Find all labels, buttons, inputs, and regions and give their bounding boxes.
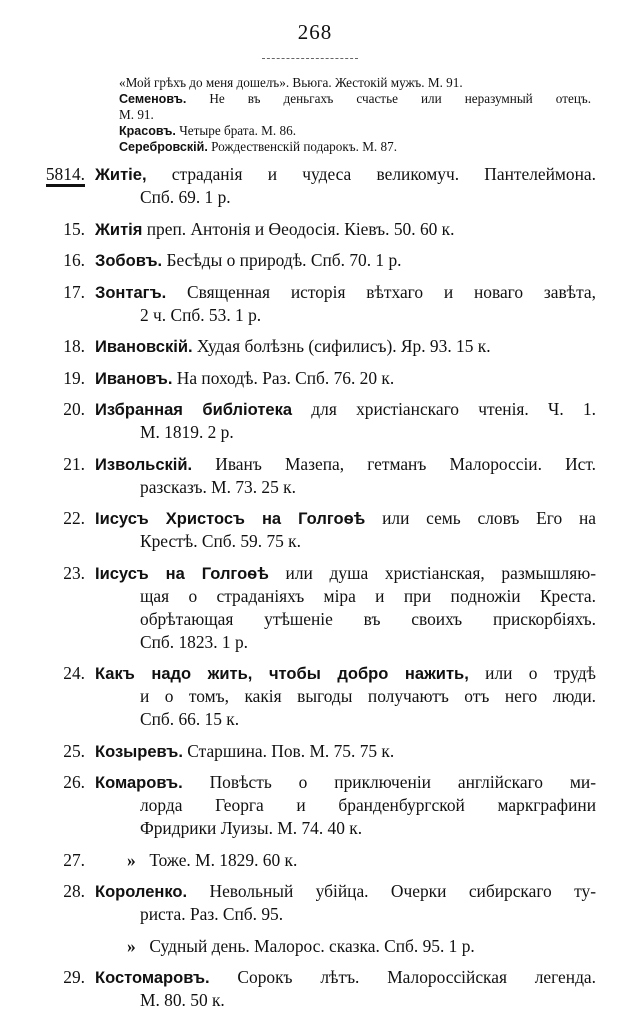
entry-description: На походѣ. Раз. Спб. 76. 20 к. [172, 367, 395, 388]
catalog-entry [20, 662, 596, 731]
catalog-entry [20, 163, 596, 209]
entry-title: Извольскій. [95, 454, 193, 474]
entry-number [20, 935, 95, 958]
entry-description: Бесѣды о природѣ. Спб. 70. 1 р. [162, 250, 402, 270]
entry-continuation-line: Крестѣ. Спб. 59. 75 к. [140, 531, 301, 551]
continuation-line [119, 123, 591, 139]
continuation-author: Красовъ. [119, 124, 176, 138]
continuation-text: Не въ деньгахъ счастье или неразумный отецъ. [186, 91, 591, 106]
entry-body [95, 218, 596, 241]
entry-line [95, 562, 596, 585]
entry-title: Житія [95, 219, 143, 239]
continuation-author: Серебровскій. [119, 140, 208, 154]
entry-continuation-line: обрѣтающая утѣшеніе въ своихъ прискорбіяхъ. [140, 608, 596, 629]
entry-body [95, 398, 596, 444]
entry-line [95, 281, 596, 304]
entry-title: Какъ надо жить, чтобы добро нажить, [95, 664, 469, 683]
entry-continuation-line: риста. Раз. Спб. 95. [140, 904, 284, 924]
continuation-line [119, 139, 591, 155]
entry-title: Короленко. [95, 882, 188, 901]
catalog-entry [20, 249, 596, 272]
entry-description: страданія и чудеса великомуч. Пантелеймона. [146, 164, 596, 184]
entry-number [20, 163, 95, 209]
entry-line [95, 335, 596, 358]
entry-number [20, 453, 95, 499]
entry-continuation-line: щая о страданіяхъ міра и при подножіи Креста. [140, 585, 596, 606]
entry-number-text: 29. [63, 967, 85, 987]
entry-description: для христіанскаго чтенія. Ч. 1. [292, 399, 596, 419]
entry-body [95, 880, 596, 926]
catalog-entry [20, 398, 596, 444]
entry-continuation-line: М. 1819. 2 р. [140, 422, 234, 442]
entry-number-text: 19. [63, 367, 85, 388]
entry-number-text: 23. [63, 562, 85, 583]
entry-line [95, 880, 596, 903]
entry-title: Комаровъ. [95, 773, 183, 792]
entry-description: Иванъ Мазепа, гетманъ Малороссіи. Ист. [192, 453, 596, 474]
entry-number-text: 20. [63, 399, 85, 419]
continuation-text: «Мой грѣхъ до меня дошелъ». Вьюга. Жестокій мужъ. М. 91. [119, 75, 463, 90]
entry-description: или душа христіанская, размышляю- [268, 562, 596, 583]
entry-continuation-line: и о томъ, какія выгоды получаютъ отъ него люди. [140, 686, 596, 706]
catalog-entry [20, 966, 596, 1012]
entry-description: Тоже. М. 1829. 60 к. [145, 849, 298, 870]
entry-continuation-line: 2 ч. Спб. 53. 1 р. [140, 304, 262, 325]
entry-continuation-line: Фридрики Луизы. М. 74. 40 к. [140, 818, 363, 838]
entry-continuation-line: Спб. 1823. 1 р. [140, 631, 249, 652]
entry-description: Священная исторія вѣтхаго и новаго завѣта, [166, 281, 596, 302]
entry-number [20, 740, 95, 763]
catalog-entry [20, 507, 596, 553]
entry-line [95, 935, 596, 958]
entry-title: Зобовъ. [95, 251, 163, 270]
entry-body [95, 771, 596, 840]
entry-number [20, 880, 95, 926]
entry-description: Судный день. Малорос. сказка. Спб. 95. 1 р. [145, 935, 475, 956]
continuation-block [119, 75, 591, 155]
entry-body [95, 335, 596, 358]
entry-continuation-line: Спб. 66. 15 к. [140, 709, 240, 729]
entry-body [95, 367, 596, 390]
page-number: 268 [297, 20, 333, 44]
catalog-entry [20, 218, 596, 241]
continuation-text: Четыре брата. М. 86. [175, 123, 296, 138]
entry-continuation-line: М. 80. 50 к. [140, 990, 225, 1010]
entry-line [95, 662, 596, 685]
continuation-line-cont: М. 91. [119, 107, 154, 122]
entry-line [95, 249, 596, 272]
entry-title: Зонтагъ. [95, 282, 167, 302]
entry-body [95, 662, 596, 731]
catalog-entry [20, 562, 596, 654]
entry-description: Старшина. Пов. М. 75. 75 к. [182, 740, 395, 761]
entry-number [20, 662, 95, 731]
catalog-entry [20, 935, 596, 958]
entry-number [20, 398, 95, 444]
entry-body [95, 163, 596, 209]
entry-title: Житіе, [95, 165, 147, 184]
entry-title: Костомаровъ. [95, 968, 210, 987]
entry-title: Іисусъ на Голгоѳѣ [95, 563, 269, 583]
catalog-entry [20, 335, 596, 358]
entry-line [95, 771, 596, 794]
entry-number-text: 18. [63, 336, 85, 356]
entry-number-text: 21. [63, 453, 85, 474]
entry-body [95, 935, 596, 958]
entry-description: Сорокъ лѣтъ. Малороссійская легенда. [209, 967, 596, 987]
entry-body [95, 281, 596, 327]
entry-number [20, 771, 95, 840]
entry-title: Іисусъ Христосъ на Голгоѳѣ [95, 509, 366, 528]
entry-number-text: 24. [63, 663, 85, 683]
entry-number [20, 562, 95, 654]
entry-body [95, 249, 596, 272]
catalog-entry [20, 453, 596, 499]
entry-line [95, 218, 596, 241]
entry-body [95, 562, 596, 654]
entry-number-text: 28. [63, 881, 85, 901]
entry-line [95, 398, 596, 421]
entry-title: Ивановъ. [95, 368, 173, 388]
entry-number [20, 507, 95, 553]
entry-title: Избранная библіотека [95, 400, 293, 419]
entry-line [95, 507, 596, 530]
entry-number [20, 281, 95, 327]
entry-body [95, 740, 596, 763]
catalog-entry [20, 771, 596, 840]
entry-continuation-line: Спб. 69. 1 р. [140, 187, 231, 207]
entry-title: Ивановскій. [95, 337, 193, 356]
continuation-line [119, 75, 591, 91]
entry-description: или семь словъ Его на [365, 508, 596, 528]
entry-line [95, 453, 596, 476]
entry-number [20, 966, 95, 1012]
ditto-mark: » [127, 849, 136, 870]
entry-line [95, 367, 596, 390]
entry-number-text: 5814. [46, 164, 85, 187]
entry-line [95, 740, 596, 763]
entry-line [95, 849, 596, 872]
entry-line [95, 966, 596, 989]
catalog-entry [20, 281, 596, 327]
entry-continuation-line: разсказъ. М. 73. 25 к. [140, 476, 296, 497]
header-rule [262, 58, 358, 59]
catalog-entry [20, 880, 596, 926]
ditto-mark: » [127, 935, 136, 956]
entry-number-text: 27. [63, 849, 85, 870]
catalog-entries [20, 163, 596, 1021]
entry-description: преп. Антонія и Өеодосія. Кіевъ. 50. 60 к. [142, 218, 455, 239]
entry-number-text: 17. [63, 281, 85, 302]
entry-number-text: 22. [63, 508, 85, 528]
entry-number-text: 16. [63, 250, 85, 270]
entry-body [95, 849, 596, 872]
entry-line [95, 163, 596, 186]
entry-number [20, 367, 95, 390]
continuation-line [119, 91, 591, 107]
entry-number-text: 25. [63, 740, 85, 761]
entry-number-text: 26. [63, 772, 85, 792]
entry-number [20, 849, 95, 872]
entry-body [95, 507, 596, 553]
catalog-entry [20, 849, 596, 872]
entry-description: Повѣсть о приключеніи англійскаго ми- [182, 772, 596, 792]
entry-number-text: 15. [63, 218, 85, 239]
entry-number [20, 218, 95, 241]
catalog-entry [20, 740, 596, 763]
entry-body [95, 966, 596, 1012]
entry-number [20, 249, 95, 272]
catalog-entry [20, 367, 596, 390]
entry-continuation-line: лорда Георга и бранденбургской маркграфини [140, 795, 596, 815]
entry-description: или о трудѣ [468, 663, 596, 683]
entry-title: Козыревъ. [95, 741, 183, 761]
entry-number [20, 335, 95, 358]
continuation-text: Рождественскій подарокъ. М. 87. [207, 139, 397, 154]
entry-body [95, 453, 596, 499]
continuation-author: Семеновъ. [119, 92, 187, 106]
entry-description: Невольный убійца. Очерки сибирскаго ту- [187, 881, 596, 901]
entry-description: Худая болѣзнь (сифилисъ). Яр. 93. 15 к. [192, 336, 491, 356]
